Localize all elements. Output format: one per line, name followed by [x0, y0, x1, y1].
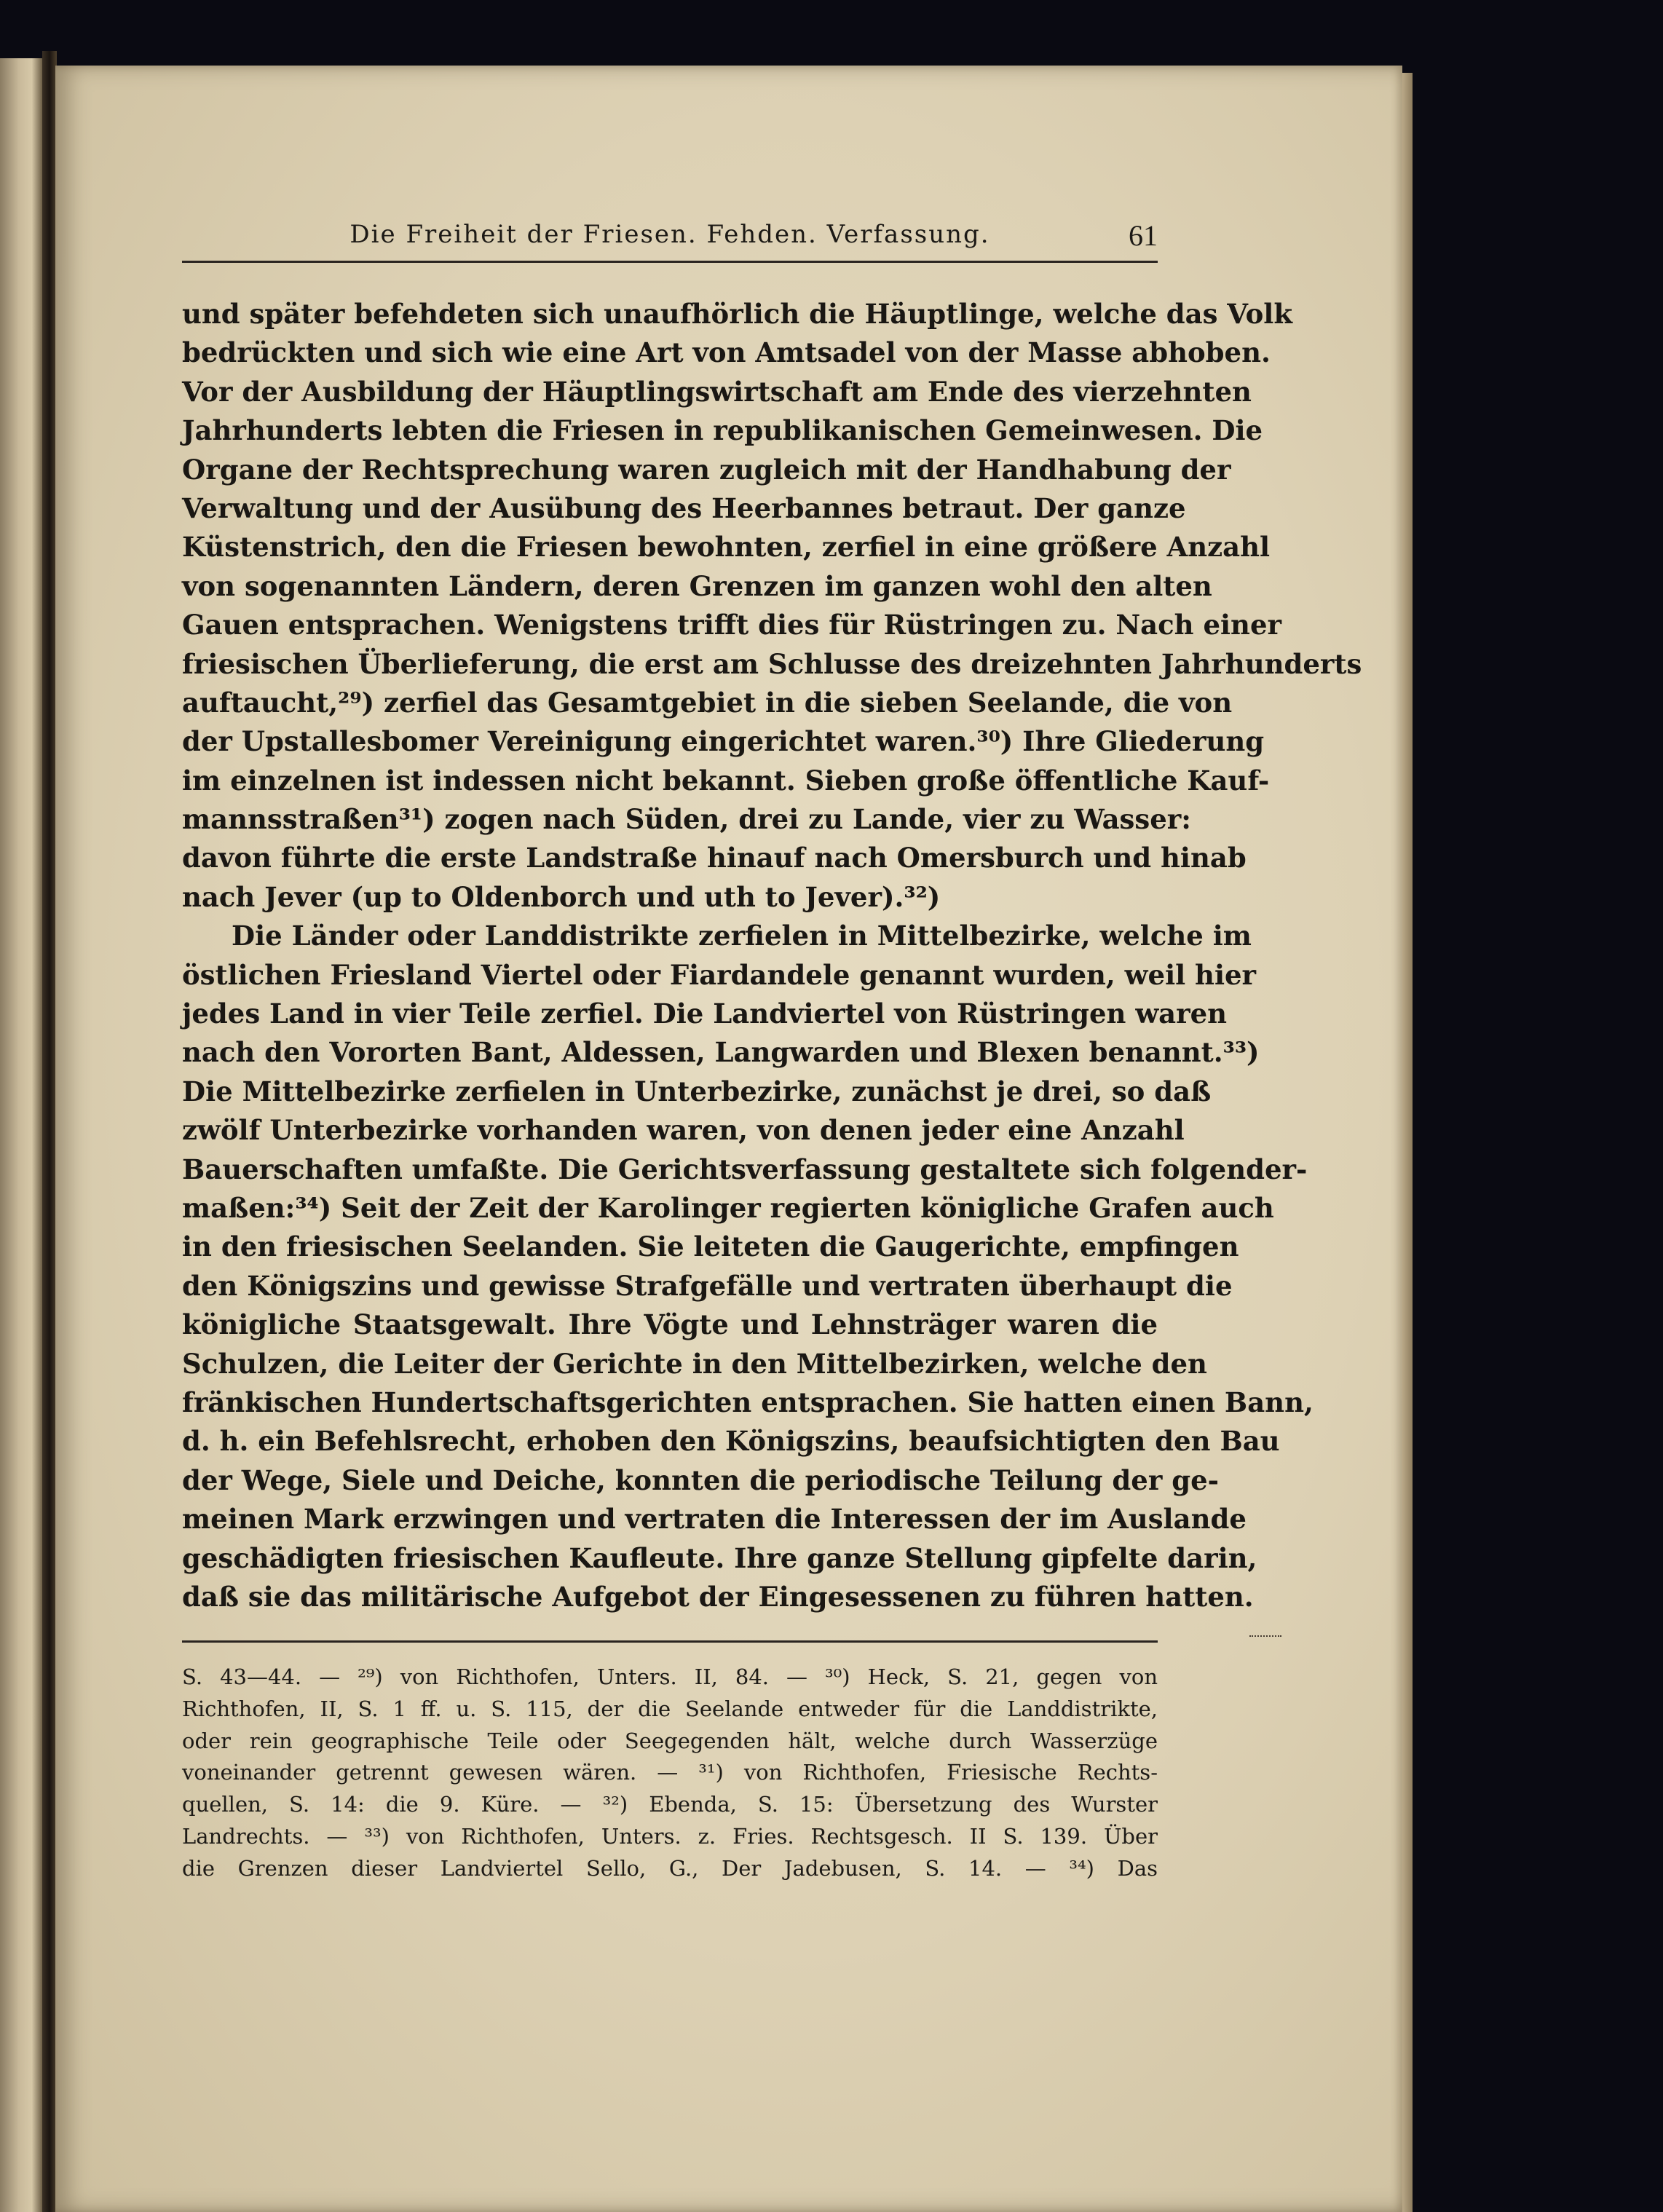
- text-line: königliche Staatsgewalt. Ihre Vögte und Lehnsträger waren die: [182, 1308, 1158, 1341]
- footnote-line: oder rein geographische Teile oder Seegegenden hält, welche durch Wasserzüge: [182, 1728, 1158, 1753]
- text-line: Die Mittelbezirke zerfielen in Unterbezirke, zunächst je drei, so daß: [182, 1075, 1212, 1107]
- text-line: Organe der Rechtsprechung waren zugleich mit der Handhabung der: [182, 453, 1231, 486]
- text-line: meinen Mark erzwingen und vertraten die Interessen der im Auslande: [182, 1503, 1247, 1536]
- main-text: [182, 295, 1362, 1616]
- footnote-line: S. 43—44. — ²⁹) von Richthofen, Unters. II, 84. — ³⁰) Heck, S. 21, gegen von: [182, 1664, 1158, 1689]
- text-line: nach den Vororten Bant, Aldessen, Langwarden und Blexen benannt.³³): [182, 1036, 1260, 1069]
- page-header: [182, 216, 1158, 263]
- text-line: fränkischen Hundertschaftsgerichten entsprachen. Sie hatten einen Bann,: [182, 1386, 1314, 1418]
- text-line: Bauerschaften umfaßte. Die Gerichtsverfassung gestaltete sich folgender-: [182, 1153, 1308, 1185]
- text-line: Vor der Ausbildung der Häuptlingswirtschaft am Ende des vierzehnten: [182, 375, 1252, 408]
- facing-page-edge: [0, 58, 42, 2212]
- text-line: auftaucht,²⁹) zerfiel das Gesamtgebiet in die sieben Seelande, die von: [182, 686, 1233, 719]
- text-line: daß sie das militärische Aufgebot der Eingesessenen zu führen hatten.: [182, 1580, 1254, 1613]
- text-line: Küstenstrich, den die Friesen bewohnten, zerfiel in eine größere Anzahl: [182, 531, 1271, 564]
- text-line: der Upstallesbomer Vereinigung eingerichtet waren.³⁰) Ihre Gliederung: [182, 725, 1265, 758]
- footnote-line: Richthofen, II, S. 1 ff. u. S. 115, der die Seelande entweder für die Landdistrikte,: [182, 1696, 1158, 1721]
- text-line: Jahrhunderts lebten die Friesen in republikanischen Gemeinwesen. Die: [182, 414, 1263, 447]
- text-line: geschädigten friesischen Kaufleute. Ihre ganze Stellung gipfelte darin,: [182, 1541, 1257, 1574]
- text-line: jedes Land in vier Teile zerfiel. Die Landviertel von Rüstringen waren: [182, 998, 1228, 1030]
- footnotes: [182, 1662, 1158, 1885]
- text-line: Verwaltung und der Ausübung des Heerbannes betraut. Der ganze: [182, 491, 1186, 524]
- running-head: Die Freiheit der Friesen. Fehden. Verfassung.: [349, 220, 990, 249]
- text-line: im einzelnen ist indessen nicht bekannt. Sieben große öffentliche Kauf-: [182, 764, 1270, 797]
- margin-mark: [1249, 1635, 1281, 1641]
- text-line: davon führte die erste Landstraße hinauf nach Omersburch und hinab: [182, 842, 1247, 874]
- text-line: bedrückten und sich wie eine Art von Amtsadel von der Masse abhoben.: [182, 336, 1271, 369]
- text-line: d. h. ein Befehlsrecht, erhoben den Königszins, beaufsichtigten den Bau: [182, 1425, 1280, 1458]
- text-line: Schulzen, die Leiter der Gerichte in den Mittelbezirken, welche den: [182, 1347, 1207, 1380]
- text-line: Die Länder oder Landdistrikte zerfielen in Mittelbezirke, welche im: [232, 920, 1252, 952]
- page-number: 61: [1129, 219, 1158, 252]
- footnote-line: quellen, S. 14: die 9. Küre. — ³²) Ebenda, S. 15: Übersetzung des Wurster: [182, 1792, 1158, 1817]
- text-line: den Königszins und gewisse Strafgefälle und vertraten überhaupt die: [182, 1269, 1233, 1302]
- text-line: maßen:³⁴) Seit der Zeit der Karolinger regierten königliche Grafen auch: [182, 1191, 1274, 1224]
- text-line: Gauen entsprachen. Wenigstens trifft dies für Rüstringen zu. Nach einer: [182, 609, 1281, 641]
- text-line: von sogenannten Ländern, deren Grenzen im ganzen wohl den alten: [182, 569, 1212, 602]
- text-line: friesischen Überlieferung, die erst am Schlusse des dreizehnten Jahrhunderts: [182, 647, 1362, 680]
- text-line: mannsstraßen³¹) zogen nach Süden, drei zu Lande, vier zu Wasser:: [182, 803, 1191, 836]
- text-line: östlichen Friesland Viertel oder Fiardandele genannt wurden, weil hier: [182, 958, 1257, 991]
- footnote-divider: [182, 1640, 1158, 1643]
- footnote-line: voneinander getrennt gewesen wären. — ³¹) von Richthofen, Friesische Rechts-: [182, 1760, 1158, 1785]
- book-gutter: [42, 51, 57, 2212]
- text-line: und später befehdeten sich unaufhörlich die Häuptlinge, welche das Volk: [182, 298, 1292, 330]
- footnote-line: die Grenzen dieser Landviertel Sello, G., Der Jadebusen, S. 14. — ³⁴) Das: [182, 1855, 1158, 1881]
- text-line: nach Jever (up to Oldenborch und uth to Jever).³²): [182, 880, 941, 913]
- text-line: der Wege, Siele und Deiche, konnten die periodische Teilung der ge-: [182, 1464, 1219, 1496]
- text-line: zwölf Unterbezirke vorhanden waren, von denen jeder eine Anzahl: [182, 1114, 1185, 1147]
- text-line: in den friesischen Seelanden. Sie leiteten die Gaugerichte, empfingen: [182, 1231, 1239, 1263]
- footnote-line: Landrechts. — ³³) von Richthofen, Unters. z. Fries. Rechtsgesch. II S. 139. Über: [182, 1823, 1158, 1849]
- page-fore-edge: [1402, 73, 1413, 2212]
